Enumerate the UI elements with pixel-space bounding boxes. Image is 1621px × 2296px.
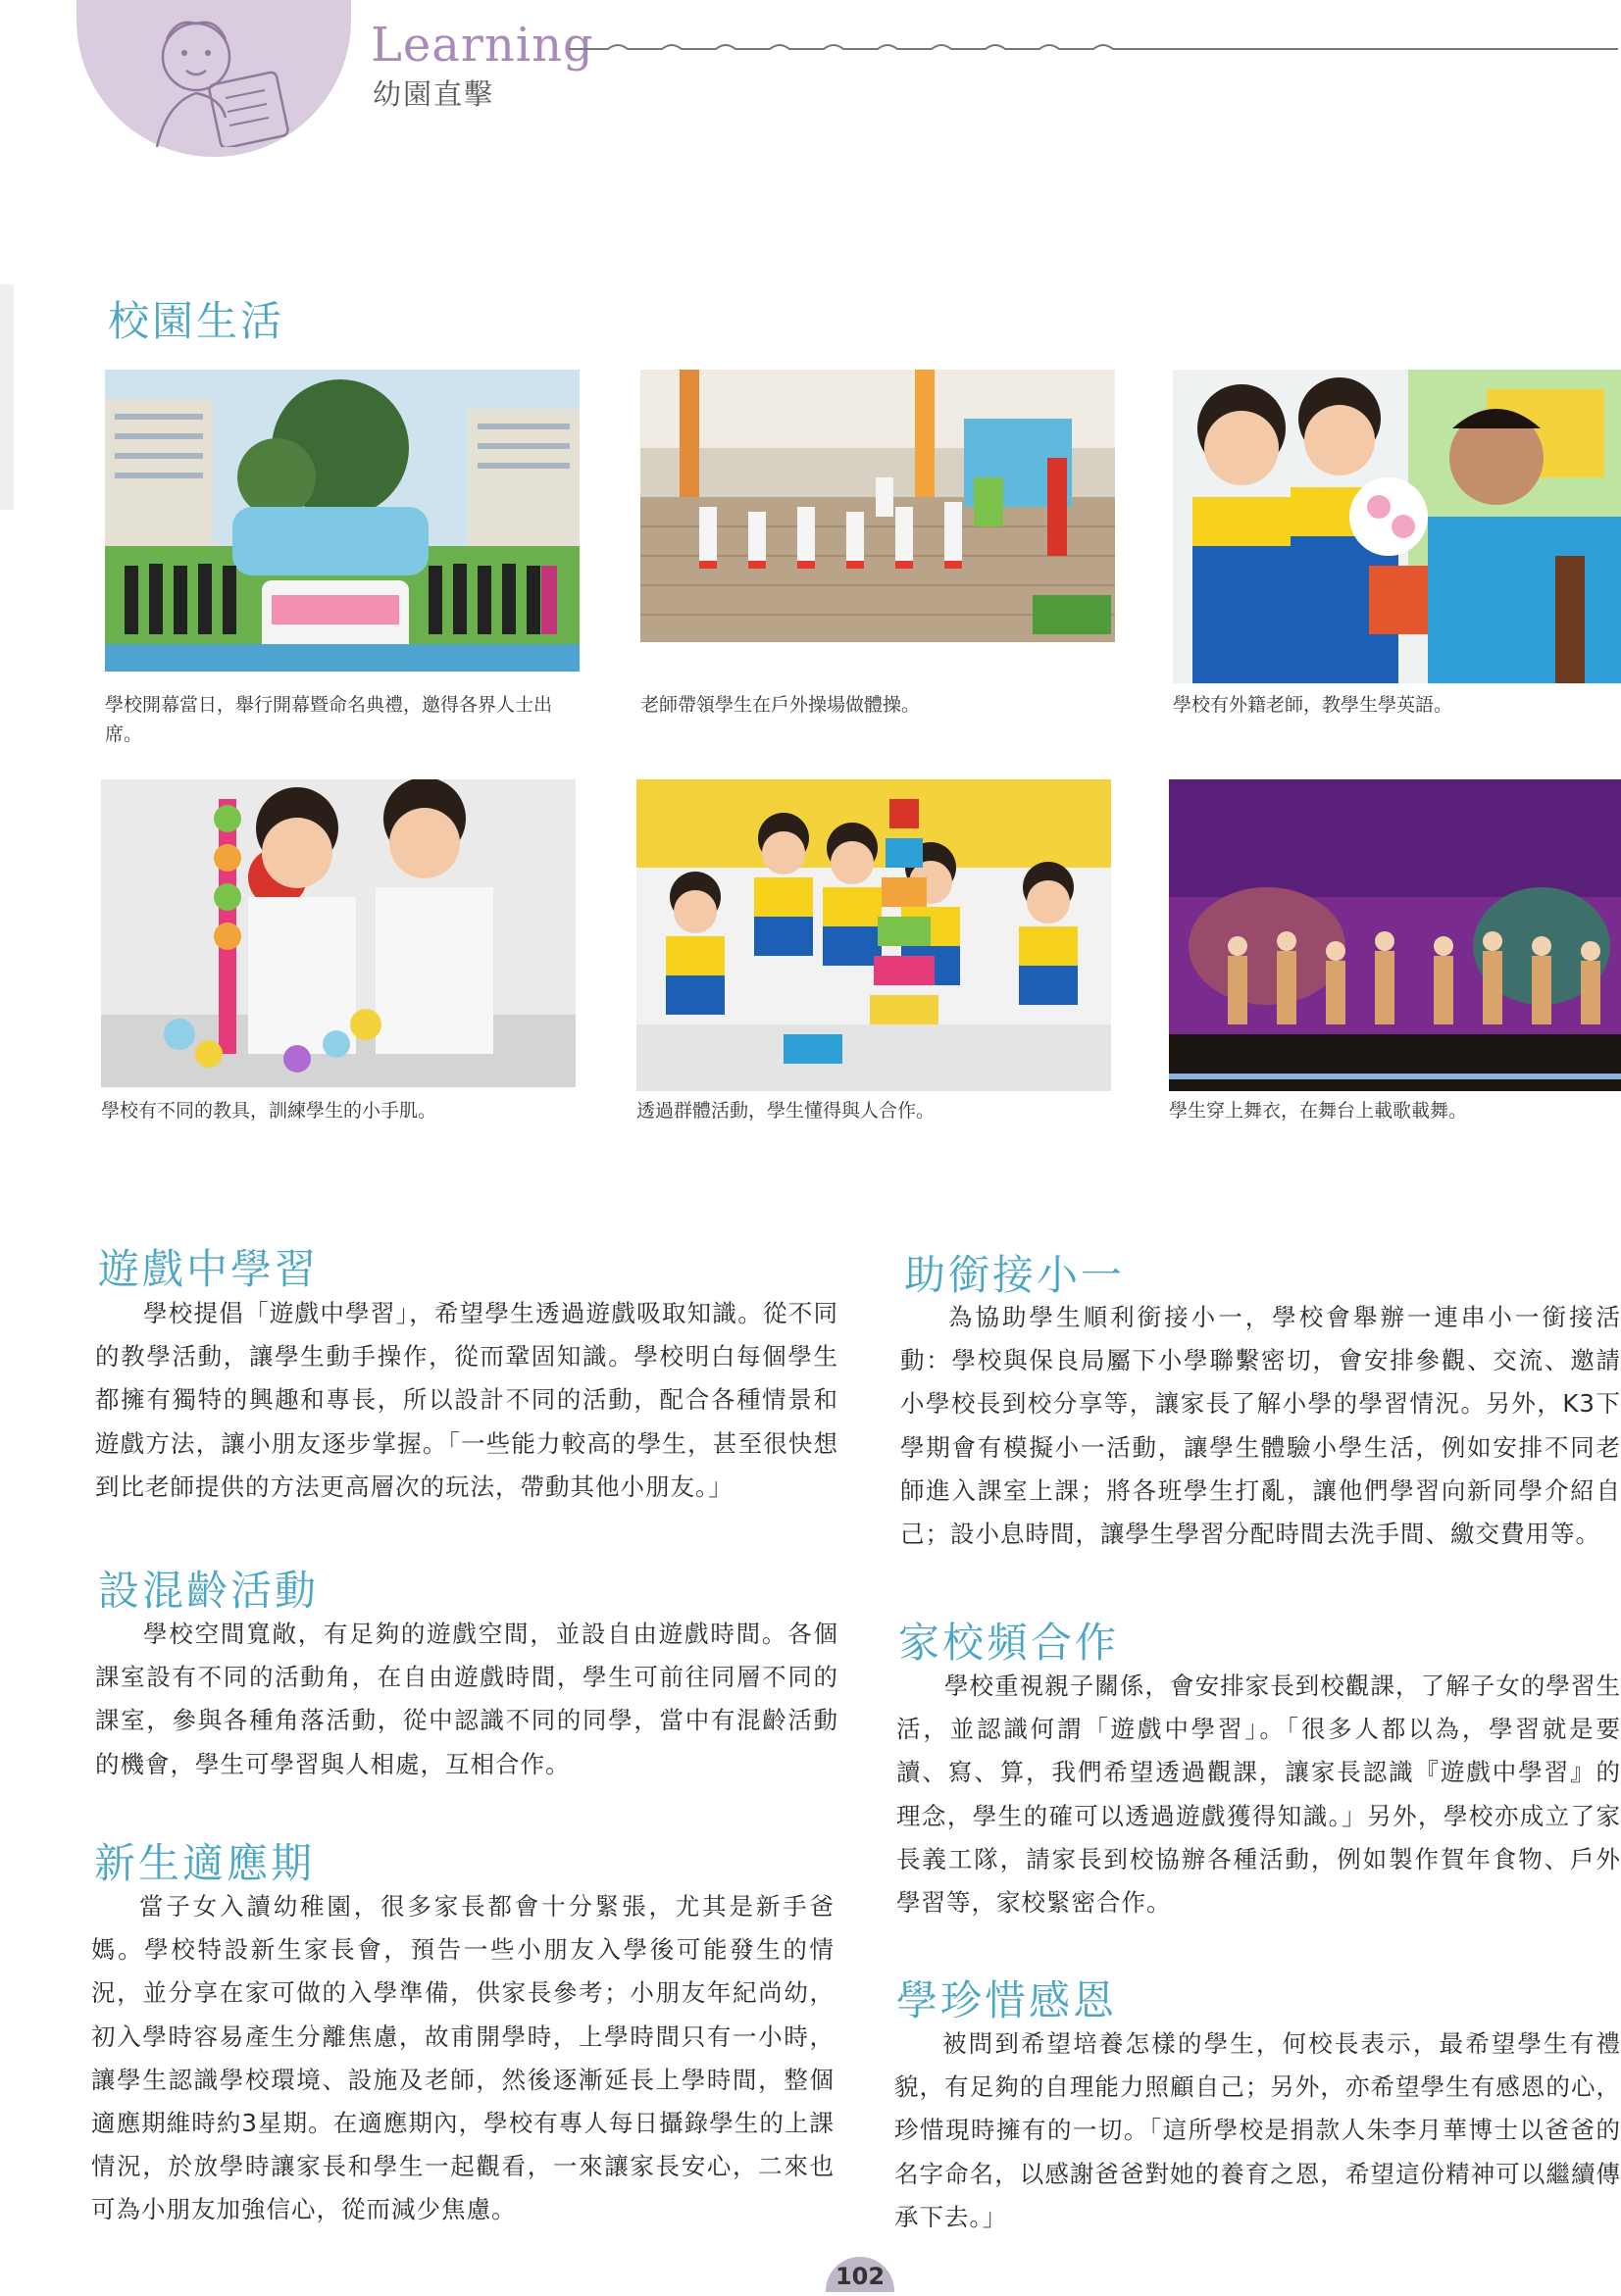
paragraph-mixed-age: 學校空間寬敞，有足夠的遊戲空間，並設自由遊戲時間。各個課室設有不同的活動角，在自由遊戲時間，學生可前往同層不同的課室，參與各種角落活動，從中認識不同的同學，當中有混齡活動的機會，學生可學習與人相處，互相合作。	[95, 1620, 838, 1778]
page-number: 102	[826, 2257, 894, 2292]
caption-opening-ceremony: 學校開幕當日，舉行開幕暨命名典禮，邀得各界人士出席。	[105, 694, 553, 745]
section-title-mixed-age: 設混齡活動	[98, 1567, 320, 1615]
photo-opening-ceremony	[105, 370, 580, 672]
caption-outdoor-exercise: 老師帶領學生在戶外操場做體操。	[640, 694, 921, 716]
section-title-gratitude: 學珍惜感恩	[896, 1976, 1118, 2024]
side-margin-strip	[0, 284, 14, 510]
brand-learning: Learning	[371, 18, 594, 73]
photo-outdoor-exercise	[640, 370, 1115, 642]
caption-group-activity: 透過群體活動，學生懂得與人合作。	[636, 1100, 936, 1122]
photo-group-activity	[636, 779, 1111, 1091]
paragraph-play: 學校提倡「遊戲中學習」，希望學生透過遊戲吸取知識。從不同的教學活動，讓學生動手操作，從而鞏固知識。學校明白每個學生都擁有獨特的興趣和專長，所以設計不同的活動，配合各種情景和遊戲方法，讓小朋友逐步掌握。「一些能力較高的學生，甚至很快想到比老師提供的方法更高層次的玩法，帶動其他小朋友。」	[95, 1299, 838, 1501]
photo-teaching-aids	[101, 779, 576, 1087]
section-title-adaptation: 新生適應期	[94, 1839, 316, 1887]
photo-foreign-teacher	[1173, 370, 1621, 683]
section-title-home-school: 家校頻合作	[898, 1619, 1120, 1667]
paragraph-primary-transition: 為協助學生順利銜接小一，學校會舉辦一連串小一銜接活動：學校與保良局屬下小學聯繫密切，會安排參觀、交流、邀請小學校長到校分享等，讓家長了解小學的學習情況。另外，K3下學期會有模擬小一活動，讓學生體驗小學生活，例如安排不同老師進入課室上課；將各班學生打亂，讓他們學習向新同學介紹自己；設小息時間，讓學生學習分配時間去洗手間、繳交費用等。	[900, 1303, 1621, 1549]
header-swirl-line	[569, 31, 1618, 61]
caption-foreign-teacher: 學校有外籍老師，教學生學英語。	[1173, 694, 1453, 716]
section-title-campus: 校園生活	[108, 297, 285, 345]
paragraph-adaptation: 當子女入讀幼稚園，很多家長都會十分緊張，尤其是新手爸媽。學校特設新生家長會，預告一些小朋友入學後可能發生的情況，並分享在家可做的入學準備，供家長參考；小朋友年紀尚幼，初入學時容易產生分離焦慮，故甫開學時，上學時間只有一小時，讓學生認識學校環境、設施及老師，然後逐漸延長上學時間，整個適應期維時約3星期。在適應期內，學校有專人每日攝錄學生的上課情況，於放學時讓家長和學生一起觀看，一來讓家長安心，二來也可為小朋友加強信心，從而減少焦慮。	[91, 1892, 835, 2224]
photo-stage-dance	[1169, 779, 1621, 1091]
mascot-illustration	[127, 10, 294, 147]
section-title-play: 遊戲中學習	[98, 1245, 320, 1293]
paragraph-gratitude: 被問到希望培養怎樣的學生，何校長表示，最希望學生有禮貌，有足夠的自理能力照顧自己；另外，亦希望學生有感恩的心，珍惜現時擁有的一切。「這所學校是捐款人朱李月華博士以爸爸的名字命名，以感謝爸爸對她的養育之恩，希望這份精神可以繼續傳承下去。」	[894, 2029, 1621, 2231]
column-title: 幼園直擊	[373, 77, 495, 111]
section-title-primary-transition: 助銜接小一	[904, 1251, 1126, 1299]
caption-teaching-aids: 學校有不同的教具，訓練學生的小手肌。	[101, 1100, 437, 1122]
paragraph-home-school: 學校重視親子關係，會安排家長到校觀課，了解子女的學習生活，並認識何謂「遊戲中學習」。「很多人都以為，學習就是要讀、寫、算，我們希望透過觀課，讓家長認識『遊戲中學習』的理念，學生的確可以透過遊戲獲得知識。」另外，學校亦成立了家長義工隊，請家長到校協辦各種活動，例如製作賀年食物、戶外學習等，家校緊密合作。	[896, 1672, 1621, 1918]
caption-stage-dance: 學生穿上舞衣，在舞台上載歌載舞。	[1169, 1100, 1468, 1122]
